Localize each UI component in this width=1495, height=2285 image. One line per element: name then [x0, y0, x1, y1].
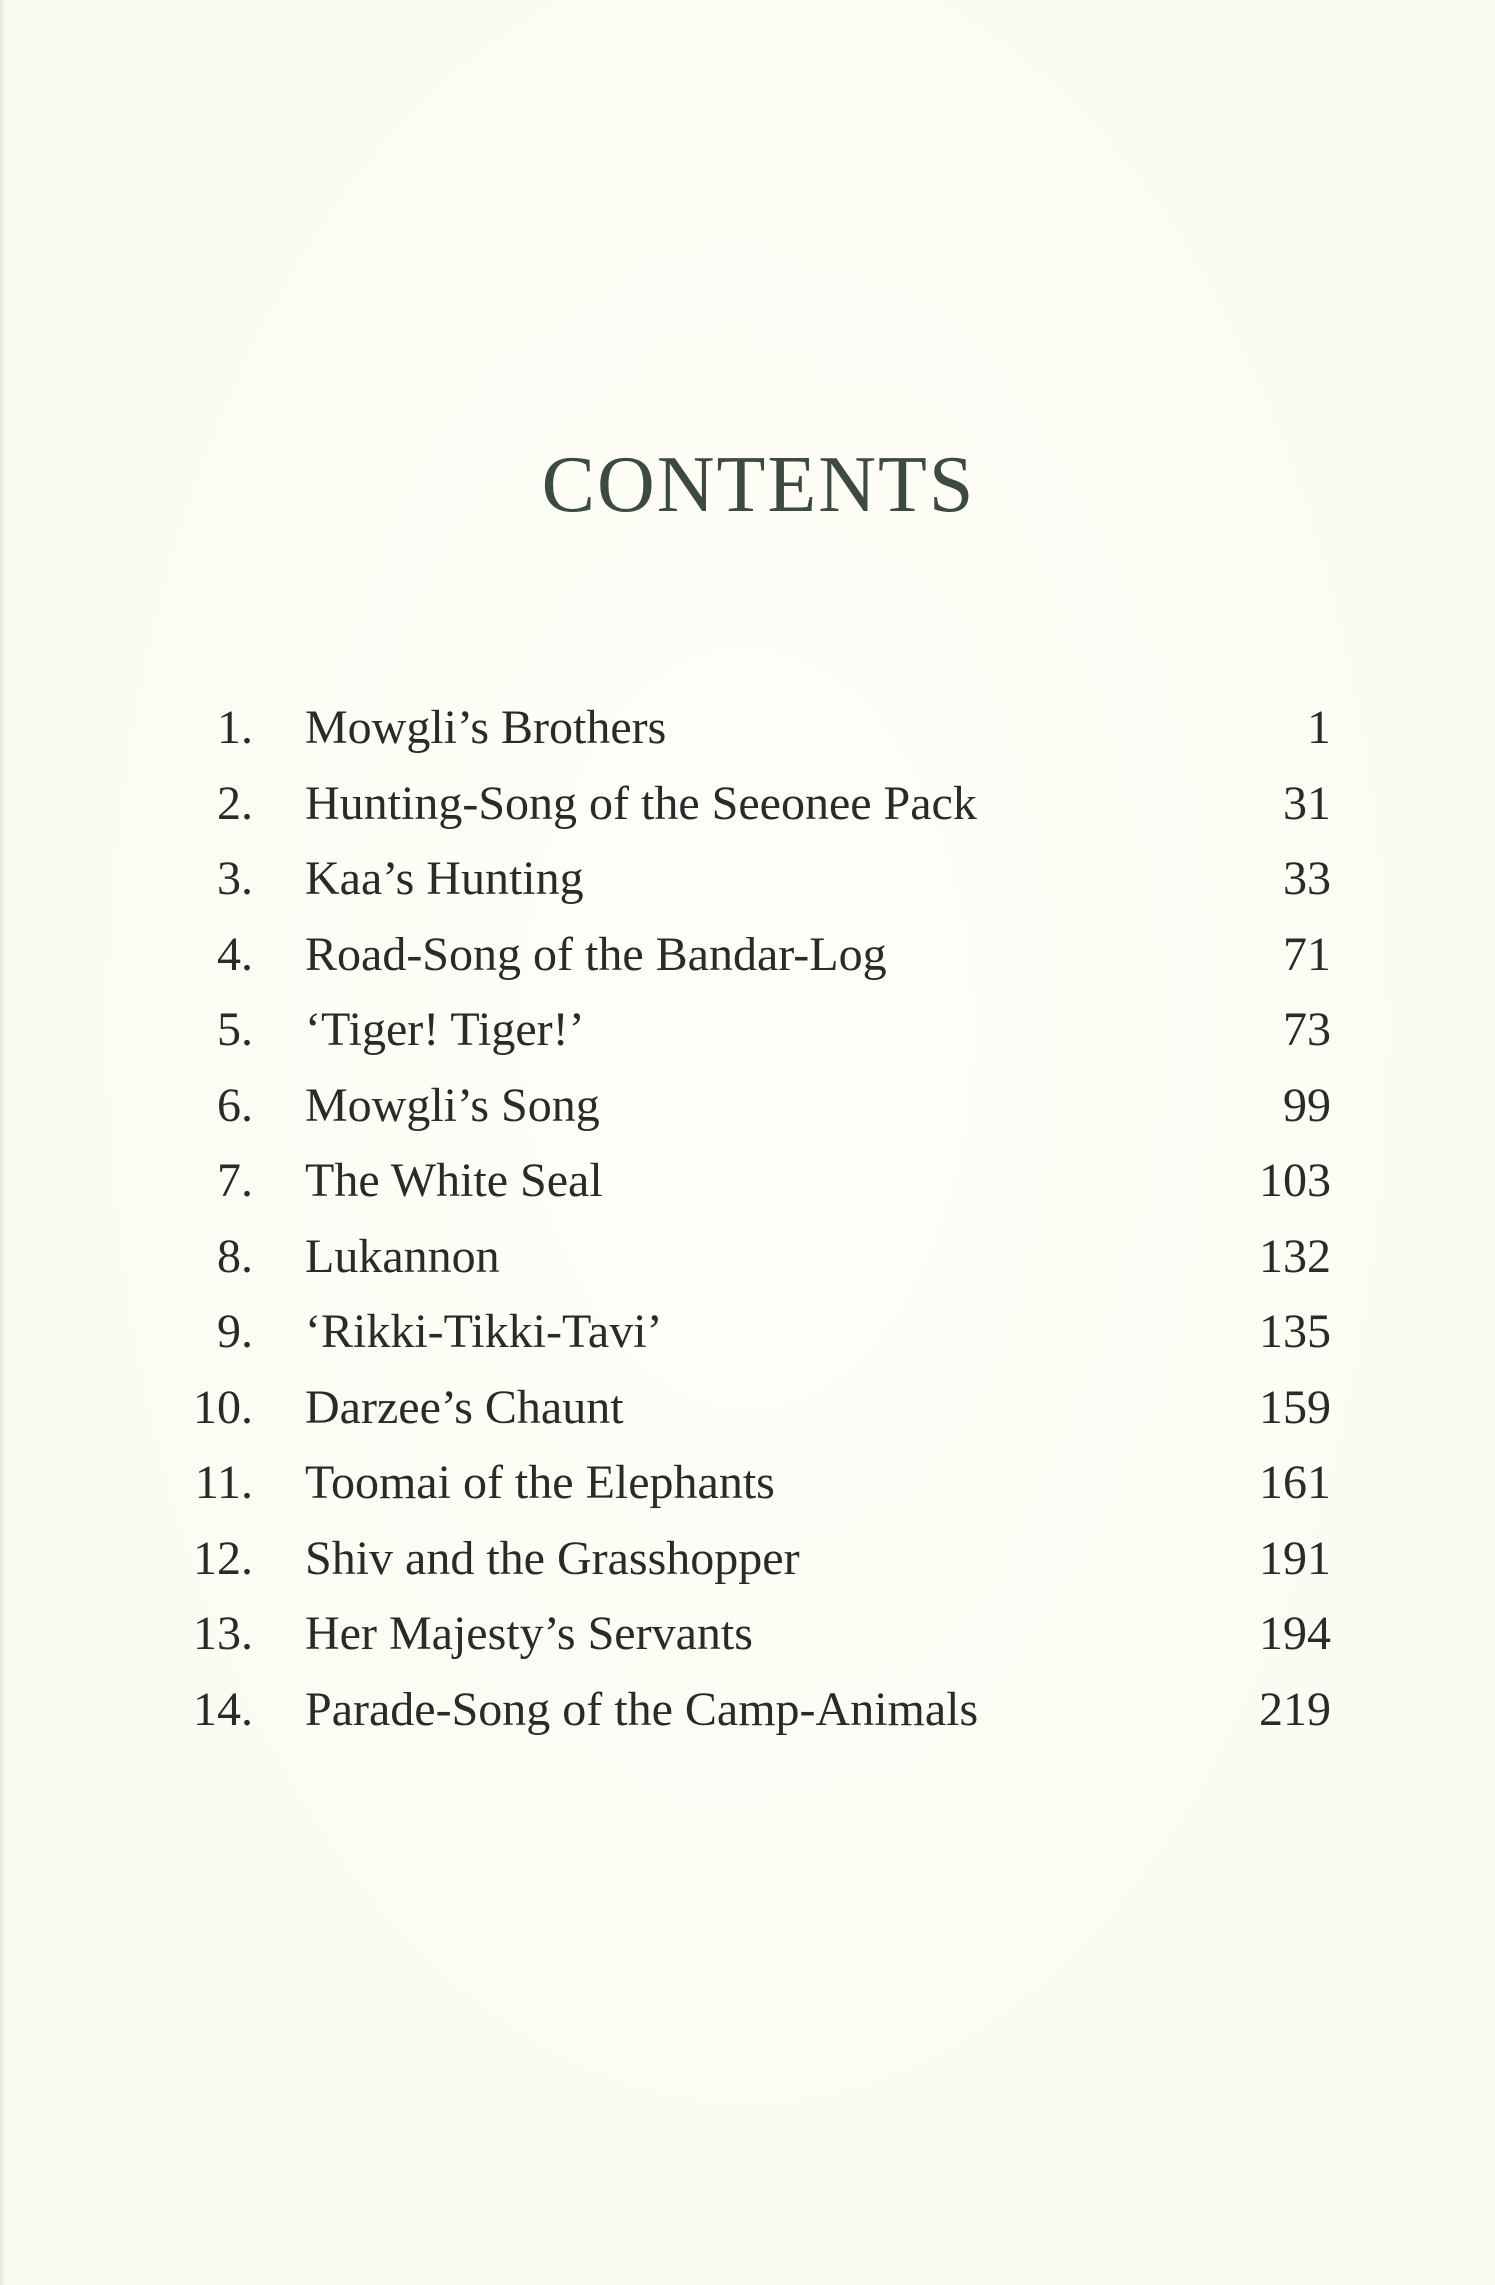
entry-number: 9.	[217, 1305, 253, 1358]
entry-number: 13.	[193, 1607, 253, 1660]
entry-number: 4.	[217, 927, 253, 981]
entry-page: 99	[1283, 1078, 1331, 1132]
toc-entry	[0, 841, 1495, 917]
entry-title: Her Majesty’s Servants	[305, 1607, 753, 1660]
entry-number: 12.	[193, 1531, 253, 1585]
entry-page: 71	[1283, 927, 1331, 981]
entry-number: 11.	[194, 1456, 253, 1509]
entry-title: Parade-Song of the Camp-Animals	[305, 1682, 979, 1736]
toc-entry	[0, 1672, 1495, 1748]
toc-entry	[0, 1068, 1495, 1144]
entry-title: Mowgli’s Brothers	[305, 701, 667, 754]
entry-number: 3.	[217, 852, 253, 905]
entry-page: 194	[1259, 1607, 1331, 1660]
entry-page: 132	[1259, 1229, 1331, 1283]
entry-title: Hunting-Song of the Seeonee Pack	[305, 776, 977, 830]
entry-title: Mowgli’s Song	[305, 1078, 600, 1132]
entry-title: Kaa’s Hunting	[305, 852, 584, 905]
entry-number: 2.	[217, 776, 253, 830]
entry-title: The White Seal	[305, 1154, 603, 1207]
entry-title: ‘Tiger! Tiger!’	[305, 1003, 585, 1056]
entry-page: 103	[1259, 1154, 1331, 1207]
toc-entry	[0, 1370, 1495, 1446]
entry-title: ‘Rikki-Tikki-Tavi’	[305, 1305, 663, 1358]
entry-page: 191	[1259, 1531, 1331, 1585]
entry-page: 219	[1259, 1682, 1331, 1736]
toc-entry	[0, 1294, 1495, 1370]
toc-entry	[0, 1219, 1495, 1295]
entry-number: 6.	[217, 1078, 253, 1132]
entry-page: 33	[1283, 852, 1331, 905]
entry-number: 7.	[217, 1154, 253, 1207]
entry-page: 159	[1259, 1380, 1331, 1434]
entry-number: 1.	[217, 701, 253, 754]
toc-entry	[0, 1596, 1495, 1672]
entry-page: 161	[1259, 1456, 1331, 1509]
entry-number: 5.	[217, 1003, 253, 1056]
entry-page: 135	[1259, 1305, 1331, 1358]
entry-page: 1	[1307, 701, 1331, 754]
toc-entry	[0, 1521, 1495, 1597]
toc-entry	[0, 766, 1495, 842]
entry-number: 14.	[193, 1682, 253, 1736]
entry-number: 10.	[193, 1380, 253, 1434]
contents-heading: CONTENTS	[541, 441, 976, 529]
entry-title: Road-Song of the Bandar-Log	[305, 927, 887, 981]
toc-entry	[0, 917, 1495, 993]
table-of-contents	[0, 690, 1495, 1747]
entry-page: 73	[1283, 1003, 1331, 1056]
toc-entry	[0, 992, 1495, 1068]
entry-page: 31	[1283, 776, 1331, 830]
entry-title: Darzee’s Chaunt	[305, 1380, 624, 1434]
toc-entry	[0, 1143, 1495, 1219]
toc-entry	[0, 690, 1495, 766]
toc-entry	[0, 1445, 1495, 1521]
entry-title: Toomai of the Elephants	[305, 1456, 775, 1509]
entry-title: Shiv and the Grasshopper	[305, 1531, 800, 1585]
entry-number: 8.	[217, 1229, 253, 1283]
entry-title: Lukannon	[305, 1229, 500, 1283]
